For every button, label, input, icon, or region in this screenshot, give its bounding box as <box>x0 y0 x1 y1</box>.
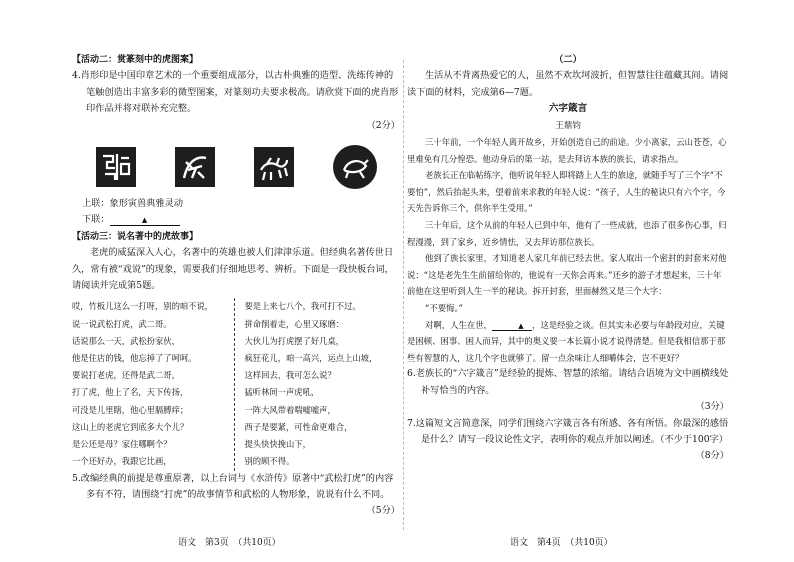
lyric-line: 这山上的老虎它到底多大个儿？ <box>72 421 189 432</box>
article-paragraph-final: 对啊，人生在世， ▲ ，这是经验之谈。但其实未必要与年龄段对应，关键是困顿、困事、困人而异，其中的奥义要一本长篇小说才说得清楚。但是我相信那于那些有智慧的人，这几个字也就够了。留一点余味让人细嚼体会，岂不更好？ <box>407 319 726 363</box>
article-paragraph: 三十年后，这个从前的年轻人已到中年，他有了一些成就，也添了很多伤心事，归程漫漫，到了家乡，近乡情怯，又去拜访那位族长。 <box>407 220 727 247</box>
activity2-title: 【活动二：赏篆刻中的虎图案】 <box>72 55 199 65</box>
question-5-score: （5分） <box>366 505 400 517</box>
article-body <box>407 134 729 366</box>
question-5: 5.改编经典的前提是尊重原著，以上台词与《水浒传》原著中“武松打虎”的内容多有不符，请围绕“打虎”的故事情节和武松的人物形象，说说有什么不同。 <box>72 472 394 500</box>
couplet-lower-label: 下联： <box>82 214 110 226</box>
question-4: 4.肖形印是中国印章艺术的一个重要组成部分，以古朴典雅的造型、洗练传神的笔触创造出丰富多彩的微型图案，对篆刻功夫要求极高。请欣赏下面的虎肖形印作品并将对联补充完整。 <box>72 70 399 115</box>
lyric-line: 打了虎，他上了名，天下传扬， <box>72 387 189 398</box>
section-2-intro: 生活从不背离热爱它的人，虽然不欢坎坷波折，但智慧往往蕴藏其间。请阅读下面的材料，完成第6—7题。 <box>407 70 729 98</box>
article-paragraph: 三十年前，一个年轻人离开故乡，开始创造自己的前途。少小离家，云山苍苍，心里难免有几分惶恐。他动身后的第一站，是去拜访本族的族长，请求指点。 <box>407 137 727 164</box>
couplet-lower <box>72 212 400 228</box>
question-7-score: （8分） <box>695 450 729 462</box>
answer-blank[interactable] <box>492 320 532 331</box>
page-divider <box>403 60 404 530</box>
tiger-seal-icon-3 <box>254 147 294 187</box>
kuaiban-lyrics <box>72 298 400 470</box>
lyric-line: 是公还是母？家住哪啊个？ <box>72 439 172 450</box>
article-paragraph: 老族长正在临帖练字，他听说年轻人即将踏上人生的旅途，就随手写了三个字“不要怕”，然后抬起头来，望着前来求教的年轻人说：“孩子，人生的秘诀只有六个字，今天先告诉你三个，供你半生受用。” <box>407 170 726 214</box>
lyric-line: 要说打老虎，还得是武二哥， <box>72 370 180 381</box>
section-2-heading: （二） <box>554 54 582 65</box>
left-page-footer: 语文 第3页 （共10页） <box>178 538 281 548</box>
lyric-line: 这样回去，我可怎么说？ <box>244 370 336 381</box>
question-7: 7.这篇短文言简意深，同学们围绕六字箴言各有所感、各有所悟。你最深的感悟是什么？请写一段议论性文字，表明你的观点并加以阐述。（不少于100字） <box>407 417 729 445</box>
lyrics-right-column <box>235 298 401 470</box>
article-author: 王鼎钧 <box>555 120 581 131</box>
activity3-paragraph: 老虎的威猛深入人心，名著中的英雄也被人们津津乐道。但经典名著传世日久，常有被“戏说”的现象，需要我们仔细地思考、辨析。下面是一段快板台词，请阅读并完成第5题。 <box>72 247 394 292</box>
left-page <box>72 52 400 520</box>
lyric-line: 疯狂花儿，咱一高兴，运点上山坡， <box>244 353 378 364</box>
lyric-line: 猛听林间一声虎吼， <box>244 387 320 398</box>
lyric-line: 一个还好办，我跟它比画， <box>72 456 172 467</box>
tiger-seal-icon-4 <box>333 145 377 189</box>
lyric-line: 哎，竹板儿这么一打呀，别的咱不说， <box>72 301 214 312</box>
lyric-line: 他是住店的钱，他忘掉了了呵呵。 <box>72 353 197 364</box>
lyric-line: 一阵大风带着喘嘘嘘声， <box>244 404 336 415</box>
lyric-line: 别的顾不得。 <box>244 456 295 467</box>
lyric-line: 可没是儿里瞎，他心里膈膊痒； <box>72 404 189 415</box>
question-6-score: （3分） <box>695 401 729 413</box>
couplet-upper: 上联：象形寅兽典雅灵动 <box>82 198 184 210</box>
lyric-line: 提头快快挽山下， <box>244 439 311 450</box>
lyric-line: 要是上来七八个，我可打不过。 <box>244 301 361 312</box>
question-6: 6.老族长的“六字箴言”是经验的提炼、智慧的浓缩。请结合语境为文中画横线处补写恰当的内容。 <box>407 368 729 396</box>
couplet-lower-blank[interactable] <box>110 214 180 226</box>
blank-marker-icon: ▲ <box>141 216 148 225</box>
question-4-score: （2分） <box>366 119 400 131</box>
blank-marker-icon: ▲ <box>518 321 524 330</box>
article-title: 六字箴言 <box>548 103 588 115</box>
lyric-line: 说一说武松打虎，武二哥。 <box>72 318 172 329</box>
right-page-footer: 语文 第4页 （共10页） <box>510 538 613 548</box>
lyric-line: 话说那么一天，武松扮家伙， <box>72 335 180 346</box>
lyric-line: 大伙儿为打虎摆了好几桌， <box>244 335 345 346</box>
tiger-seal-icon-2 <box>175 147 215 187</box>
tiger-seal-gallery <box>72 142 400 192</box>
lyric-line: 拼命削着走，心里又琢磨： <box>244 318 345 329</box>
lyrics-left-column <box>72 298 235 470</box>
article-paragraph: 他到了族长家里，才知道老人家几年前已经去世。家人取出一个密封的封套来对他说：“这是老先生生前留给你的，他说有一天你会再来。”还乡的游子才想起来，三十年前他在这里听到人生一半的秘诀。拆开封套，里面赫然又是三个大字： <box>407 253 727 297</box>
article-quote: “不要悔。” <box>425 302 463 313</box>
tiger-seal-icon-1 <box>96 147 136 187</box>
right-page <box>407 52 729 465</box>
lyric-line: 西子是要紧，可性命更难合， <box>244 421 353 432</box>
activity3-title: 【活动三：说名著中的虎故事】 <box>72 231 199 242</box>
